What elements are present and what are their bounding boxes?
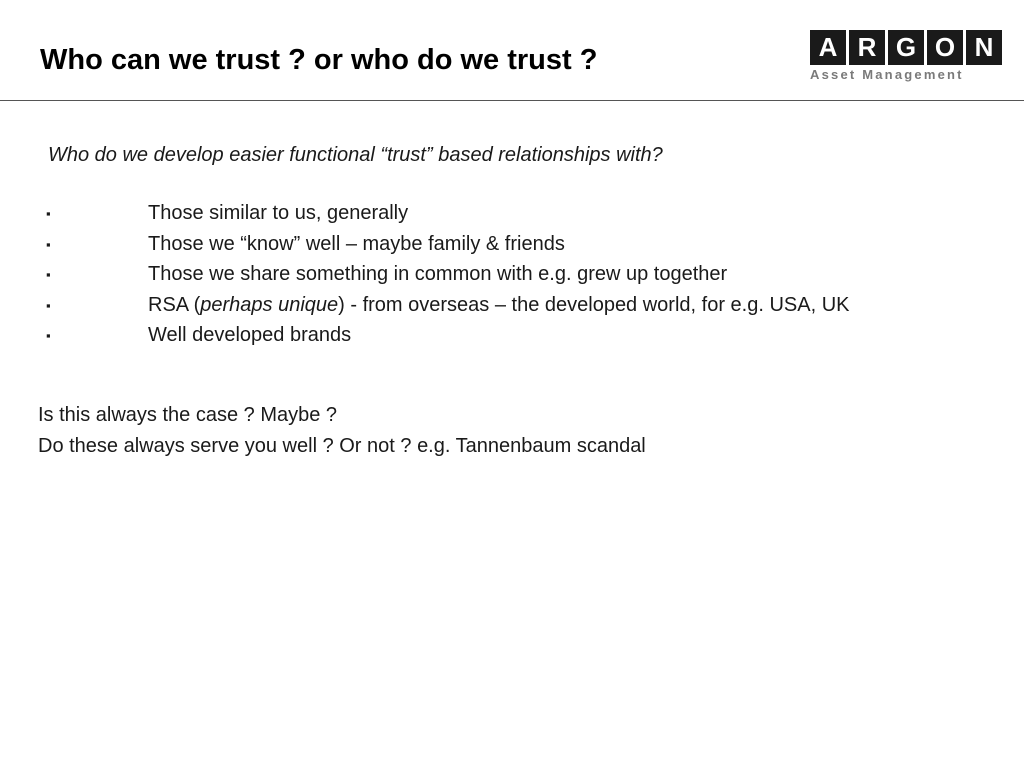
intro-question: Who do we develop easier functional “trust” based relationships with? [48, 144, 663, 166]
bullet-marker: ▪ [46, 297, 51, 313]
logo-letter: N [966, 30, 1002, 65]
bullet-text-post: ) - from overseas – the developed world, for e.g. USA, UK [338, 293, 850, 316]
logo-letter: R [849, 30, 885, 65]
logo-letters [810, 30, 1002, 65]
closing-line-1: Is this always the case ? Maybe ? [38, 404, 338, 426]
bullet-marker: ▪ [46, 328, 51, 343]
bullet-text [148, 290, 849, 320]
closing-text [38, 400, 646, 462]
closing-line-2: Do these always serve you well ? Or not ? e.g. Tannenbaum scandal [38, 435, 646, 457]
bullet-marker: ▪ [46, 206, 51, 221]
logo-subtitle: Asset Management [810, 67, 964, 82]
title-divider [0, 100, 1024, 101]
slide-title: Who can we trust ? or who do we trust ? [40, 44, 598, 76]
bullet-text: Those we “know” well – maybe family & friends [148, 232, 565, 255]
bullet-text: Those we share something in common with e.g. grew up together [148, 263, 728, 285]
bullet-text: Well developed brands [148, 324, 352, 346]
logo-letter: A [810, 30, 846, 65]
bullet-text-emphasis: perhaps unique [200, 293, 339, 316]
bullet-marker: ▪ [46, 236, 51, 252]
argon-logo [810, 30, 1004, 84]
bullet-text-pre: RSA ( [148, 293, 201, 316]
logo-letter: O [927, 30, 963, 65]
logo-letter: G [888, 30, 924, 65]
bullet-marker: ▪ [46, 267, 51, 282]
bullet-text: Those similar to us, generally [148, 202, 409, 224]
